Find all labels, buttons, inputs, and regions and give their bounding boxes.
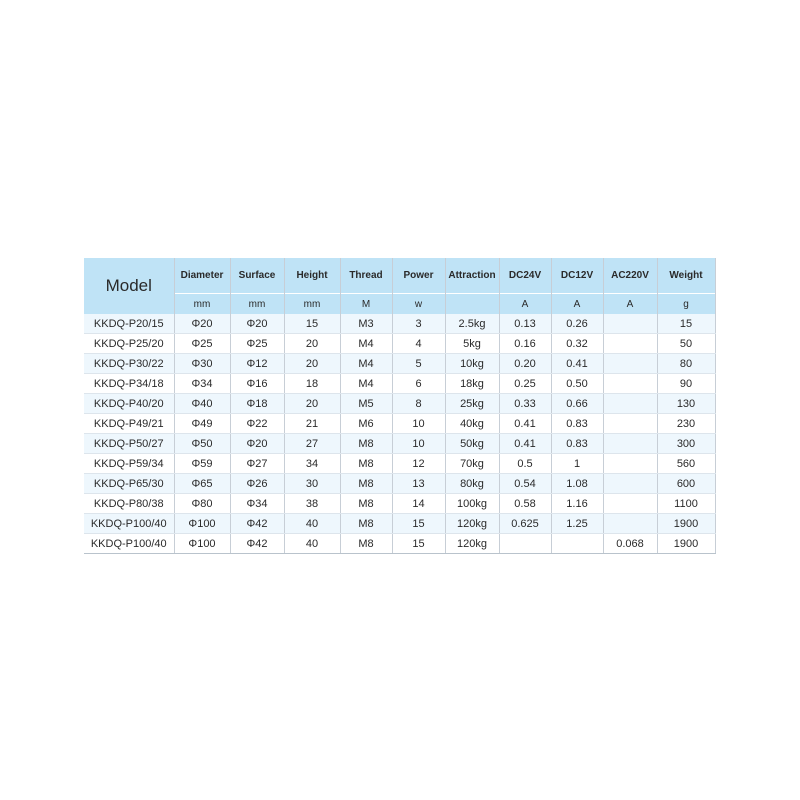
cell-weight: 90: [657, 374, 715, 394]
table-row: [84, 534, 715, 554]
cell-surface: Φ26: [230, 474, 284, 494]
cell-diameter: Φ100: [174, 514, 230, 534]
cell-dc12v: 0.41: [551, 354, 603, 374]
cell-diameter: Φ65: [174, 474, 230, 494]
cell-diameter: Φ40: [174, 394, 230, 414]
unit-cell-height: mm: [284, 294, 340, 315]
cell-thread: M3: [340, 314, 392, 334]
header-cell-diameter: Diameter: [174, 258, 230, 294]
cell-height: 20: [284, 334, 340, 354]
cell-power: 14: [392, 494, 445, 514]
table-row: [84, 514, 715, 534]
unit-cell-dc12v: A: [551, 294, 603, 315]
cell-diameter: Φ80: [174, 494, 230, 514]
cell-thread: M8: [340, 474, 392, 494]
cell-diameter: Φ49: [174, 414, 230, 434]
cell-power: 3: [392, 314, 445, 334]
cell-thread: M8: [340, 434, 392, 454]
table-body: [84, 314, 715, 554]
cell-thread: M8: [340, 514, 392, 534]
cell-model: KKDQ-P100/40: [84, 514, 174, 534]
cell-weight: 50: [657, 334, 715, 354]
cell-power: 4: [392, 334, 445, 354]
header-cell-dc24v: DC24V: [499, 258, 551, 294]
cell-power: 12: [392, 454, 445, 474]
cell-dc24v: 0.16: [499, 334, 551, 354]
header-cell-power: Power: [392, 258, 445, 294]
cell-surface: Φ42: [230, 514, 284, 534]
table-row: [84, 354, 715, 374]
cell-diameter: Φ20: [174, 314, 230, 334]
cell-dc12v: 0.26: [551, 314, 603, 334]
cell-thread: M8: [340, 534, 392, 554]
cell-surface: Φ42: [230, 534, 284, 554]
unit-cell-weight: g: [657, 294, 715, 315]
cell-power: 10: [392, 414, 445, 434]
table-row: [84, 454, 715, 474]
cell-dc12v: 1.25: [551, 514, 603, 534]
cell-dc24v: 0.41: [499, 414, 551, 434]
cell-ac220v: [603, 394, 657, 414]
cell-power: 15: [392, 514, 445, 534]
cell-attraction: 5kg: [445, 334, 499, 354]
unit-cell-thread: M: [340, 294, 392, 315]
cell-dc24v: 0.20: [499, 354, 551, 374]
cell-dc12v: 0.83: [551, 434, 603, 454]
unit-cell-attraction: [445, 294, 499, 315]
cell-diameter: Φ59: [174, 454, 230, 474]
cell-surface: Φ12: [230, 354, 284, 374]
spec-table: [84, 258, 716, 554]
cell-attraction: 40kg: [445, 414, 499, 434]
cell-dc24v: 0.58: [499, 494, 551, 514]
cell-surface: Φ27: [230, 454, 284, 474]
cell-weight: 1100: [657, 494, 715, 514]
cell-weight: 1900: [657, 514, 715, 534]
cell-model: KKDQ-P30/22: [84, 354, 174, 374]
cell-dc24v: 0.54: [499, 474, 551, 494]
cell-weight: 600: [657, 474, 715, 494]
table-row: [84, 394, 715, 414]
cell-ac220v: [603, 414, 657, 434]
table-row: [84, 334, 715, 354]
cell-attraction: 120kg: [445, 514, 499, 534]
cell-ac220v: [603, 454, 657, 474]
cell-model: KKDQ-P80/38: [84, 494, 174, 514]
cell-dc24v: 0.33: [499, 394, 551, 414]
unit-cell-ac220v: A: [603, 294, 657, 315]
cell-attraction: 50kg: [445, 434, 499, 454]
header-cell-thread: Thread: [340, 258, 392, 294]
cell-power: 5: [392, 354, 445, 374]
cell-height: 40: [284, 534, 340, 554]
cell-attraction: 120kg: [445, 534, 499, 554]
cell-model: KKDQ-P25/20: [84, 334, 174, 354]
cell-surface: Φ16: [230, 374, 284, 394]
cell-ac220v: [603, 514, 657, 534]
header-cell-surface: Surface: [230, 258, 284, 294]
cell-surface: Φ20: [230, 314, 284, 334]
cell-surface: Φ25: [230, 334, 284, 354]
cell-weight: 300: [657, 434, 715, 454]
header-cell-attraction: Attraction: [445, 258, 499, 294]
cell-dc12v: 1.16: [551, 494, 603, 514]
table-row: [84, 374, 715, 394]
cell-weight: 15: [657, 314, 715, 334]
cell-attraction: 18kg: [445, 374, 499, 394]
cell-dc24v: [499, 534, 551, 554]
cell-attraction: 70kg: [445, 454, 499, 474]
cell-dc24v: 0.5: [499, 454, 551, 474]
cell-diameter: Φ100: [174, 534, 230, 554]
cell-ac220v: [603, 474, 657, 494]
header-cell-model: Model: [84, 258, 174, 314]
cell-dc12v: 1.08: [551, 474, 603, 494]
cell-ac220v: [603, 354, 657, 374]
table-row: [84, 434, 715, 454]
cell-dc24v: 0.25: [499, 374, 551, 394]
cell-power: 13: [392, 474, 445, 494]
cell-power: 15: [392, 534, 445, 554]
cell-diameter: Φ34: [174, 374, 230, 394]
cell-weight: 1900: [657, 534, 715, 554]
cell-dc24v: 0.625: [499, 514, 551, 534]
cell-height: 34: [284, 454, 340, 474]
cell-dc12v: 0.32: [551, 334, 603, 354]
cell-power: 6: [392, 374, 445, 394]
cell-thread: M4: [340, 374, 392, 394]
cell-thread: M6: [340, 414, 392, 434]
cell-dc12v: 0.66: [551, 394, 603, 414]
header-cell-ac220v: AC220V: [603, 258, 657, 294]
cell-height: 38: [284, 494, 340, 514]
unit-cell-diameter: mm: [174, 294, 230, 315]
cell-height: 21: [284, 414, 340, 434]
cell-height: 20: [284, 394, 340, 414]
cell-ac220v: [603, 494, 657, 514]
cell-power: 10: [392, 434, 445, 454]
cell-height: 27: [284, 434, 340, 454]
cell-thread: M4: [340, 334, 392, 354]
cell-power: 8: [392, 394, 445, 414]
cell-thread: M8: [340, 454, 392, 474]
cell-ac220v: [603, 314, 657, 334]
cell-weight: 230: [657, 414, 715, 434]
table-row: [84, 474, 715, 494]
table-row: [84, 414, 715, 434]
cell-diameter: Φ30: [174, 354, 230, 374]
cell-ac220v: [603, 374, 657, 394]
cell-height: 40: [284, 514, 340, 534]
cell-model: KKDQ-P65/30: [84, 474, 174, 494]
cell-dc24v: 0.13: [499, 314, 551, 334]
cell-attraction: 100kg: [445, 494, 499, 514]
cell-diameter: Φ25: [174, 334, 230, 354]
table-header: [84, 258, 715, 314]
cell-height: 18: [284, 374, 340, 394]
cell-model: KKDQ-P59/34: [84, 454, 174, 474]
cell-attraction: 2.5kg: [445, 314, 499, 334]
cell-ac220v: 0.068: [603, 534, 657, 554]
cell-attraction: 25kg: [445, 394, 499, 414]
cell-ac220v: [603, 434, 657, 454]
cell-dc12v: [551, 534, 603, 554]
unit-cell-dc24v: A: [499, 294, 551, 315]
cell-thread: M5: [340, 394, 392, 414]
cell-weight: 130: [657, 394, 715, 414]
cell-attraction: 80kg: [445, 474, 499, 494]
table-row: [84, 494, 715, 514]
unit-cell-surface: mm: [230, 294, 284, 315]
cell-dc12v: 0.83: [551, 414, 603, 434]
cell-model: KKDQ-P40/20: [84, 394, 174, 414]
cell-dc12v: 0.50: [551, 374, 603, 394]
table-row: [84, 314, 715, 334]
cell-weight: 560: [657, 454, 715, 474]
cell-surface: Φ22: [230, 414, 284, 434]
cell-diameter: Φ50: [174, 434, 230, 454]
cell-height: 30: [284, 474, 340, 494]
cell-thread: M8: [340, 494, 392, 514]
header-cell-dc12v: DC12V: [551, 258, 603, 294]
cell-model: KKDQ-P20/15: [84, 314, 174, 334]
cell-weight: 80: [657, 354, 715, 374]
cell-model: KKDQ-P49/21: [84, 414, 174, 434]
cell-height: 15: [284, 314, 340, 334]
cell-dc12v: 1: [551, 454, 603, 474]
header-cell-height: Height: [284, 258, 340, 294]
header-row: [84, 258, 715, 294]
cell-model: KKDQ-P34/18: [84, 374, 174, 394]
cell-thread: M4: [340, 354, 392, 374]
header-cell-weight: Weight: [657, 258, 715, 294]
cell-surface: Φ18: [230, 394, 284, 414]
cell-height: 20: [284, 354, 340, 374]
unit-cell-power: w: [392, 294, 445, 315]
cell-dc24v: 0.41: [499, 434, 551, 454]
cell-model: KKDQ-P50/27: [84, 434, 174, 454]
cell-attraction: 10kg: [445, 354, 499, 374]
unit-row: [84, 294, 715, 315]
cell-model: KKDQ-P100/40: [84, 534, 174, 554]
cell-ac220v: [603, 334, 657, 354]
cell-surface: Φ34: [230, 494, 284, 514]
cell-surface: Φ20: [230, 434, 284, 454]
